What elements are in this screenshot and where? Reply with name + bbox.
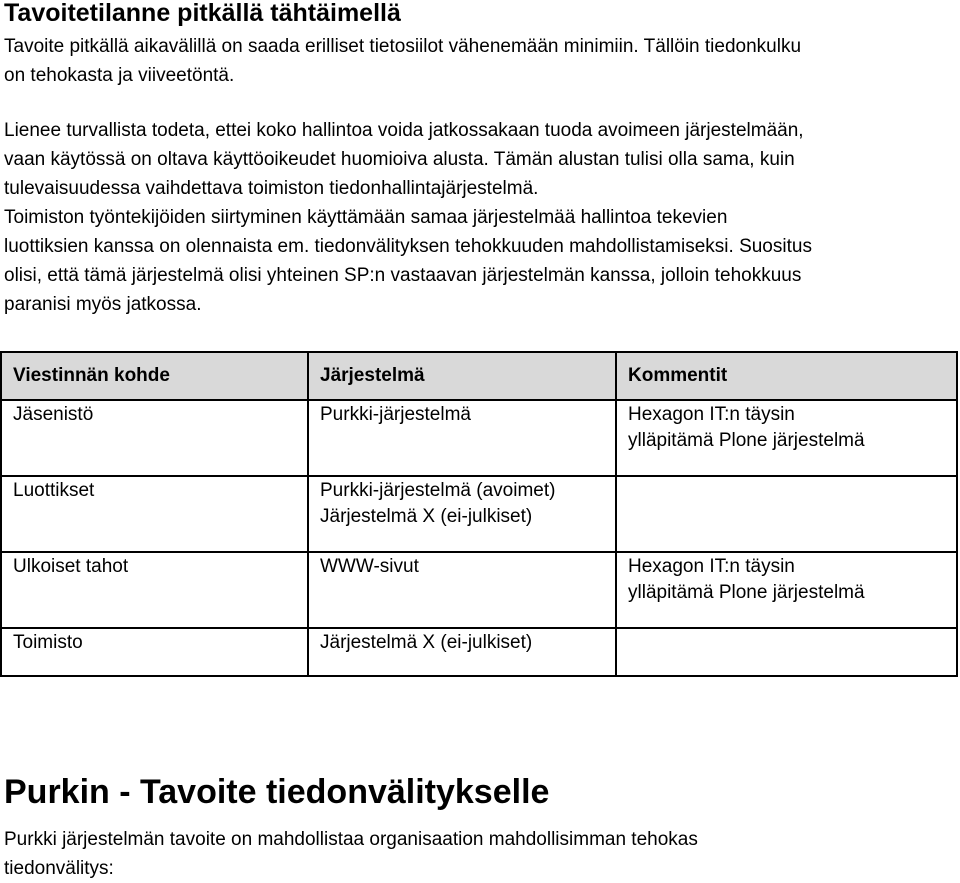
cell-line: Purkki-järjestelmä (avoimet) — [320, 480, 556, 501]
cell-kommentit — [616, 628, 957, 676]
cell-kommentit — [616, 552, 957, 628]
cell-line: ylläpitämä Plone järjestelmä — [628, 582, 865, 603]
cell-kohde: Jäsenistö — [1, 400, 308, 476]
cell-line: Hexagon IT:n täysin — [628, 404, 795, 425]
body-line: olisi, että tämä järjestelmä olisi yhteinen SP:n vastaavan järjestelmän kanssa, jolloin tehokkuus — [4, 265, 802, 286]
cell-line: Hexagon IT:n täysin — [628, 556, 795, 577]
cell-kommentit — [616, 400, 957, 476]
table-header-row — [1, 352, 957, 400]
purkki-paragraph — [4, 825, 698, 883]
body-line: Lienee turvallista todeta, ettei koko hallintoa voida jatkossakaan tuoda avoimeen järjestelmään, — [4, 120, 804, 141]
body-line: Toimiston työntekijöiden siirtyminen käyttämään samaa järjestelmää hallintoa tekevien — [4, 207, 728, 228]
cell-jarjestelma — [308, 476, 616, 552]
purkki-line: tiedonvälitys: — [4, 858, 114, 879]
intro-line: on tehokasta ja viiveetöntä. — [4, 65, 235, 86]
cell-jarjestelma — [308, 552, 616, 628]
section-heading-goal: Tavoitetilanne pitkällä tähtäimellä — [4, 0, 401, 27]
table-row — [1, 628, 957, 676]
body-paragraph — [4, 116, 812, 319]
cell-line: Järjestelmä X (ei-julkiset) — [320, 506, 533, 527]
communication-table — [0, 351, 958, 677]
purkki-line: Purkki järjestelmän tavoite on mahdollistaa organisaation mahdollisimman tehokas — [4, 829, 698, 850]
cell-kohde: Ulkoiset tahot — [1, 552, 308, 628]
header-jarjestelma: Järjestelmä — [308, 352, 616, 400]
cell-line: WWW-sivut — [320, 556, 419, 577]
header-viestinnan-kohde: Viestinnän kohde — [1, 352, 308, 400]
cell-line: Järjestelmä X (ei-julkiset) — [320, 632, 533, 653]
table-row — [1, 476, 957, 552]
table-row — [1, 552, 957, 628]
table-row — [1, 400, 957, 476]
cell-jarjestelma — [308, 400, 616, 476]
cell-line: ylläpitämä Plone järjestelmä — [628, 430, 865, 451]
cell-kohde: Luottikset — [1, 476, 308, 552]
intro-line: Tavoite pitkällä aikavälillä on saada erilliset tietosiilot vähenemään minimiin. Tällöin tiedonkulku — [4, 36, 802, 57]
intro-paragraph — [4, 32, 801, 90]
header-kommentit: Kommentit — [616, 352, 957, 400]
cell-kohde: Toimisto — [1, 628, 308, 676]
cell-line: Purkki-järjestelmä — [320, 404, 471, 425]
cell-jarjestelma — [308, 628, 616, 676]
cell-kommentit — [616, 476, 957, 552]
body-line: tulevaisuudessa vaihdettava toimiston tiedonhallintajärjestelmä. — [4, 178, 539, 199]
body-line: paranisi myös jatkossa. — [4, 294, 202, 315]
section-heading-purkki: Purkin - Tavoite tiedonvälitykselle — [4, 773, 550, 811]
body-line: luottiksien kanssa on olennaista em. tiedonvälityksen tehokkuuden mahdollistamiseksi. Suositus — [4, 236, 812, 257]
body-line: vaan käytössä on oltava käyttöoikeudet huomioiva alusta. Tämän alustan tulisi olla sama, kuin — [4, 149, 795, 170]
